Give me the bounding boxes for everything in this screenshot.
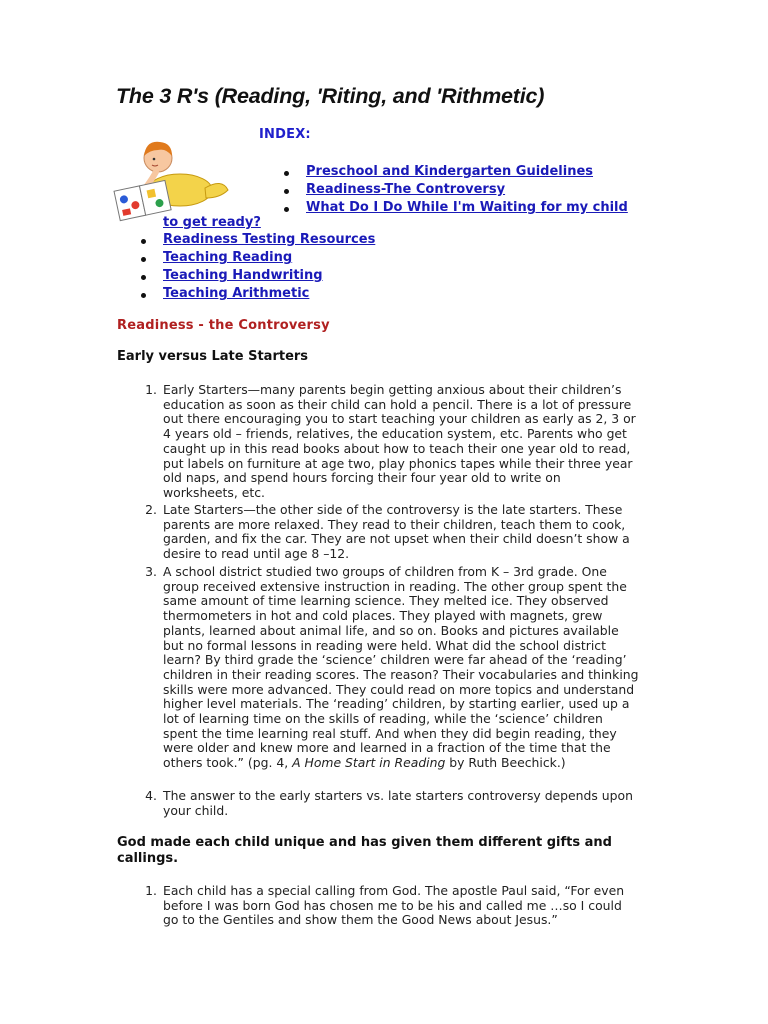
index-item-continuation: [163, 215, 261, 230]
list-number: 4.: [145, 788, 157, 803]
book-title: A Home Start in Reading: [292, 755, 446, 771]
list-item-text: Each child has a special calling from God. The apostle Paul said, “For even before I was born God has chosen me to be his and called me …so I could go to the Gentiles and show them the Good News about Jesus.”: [163, 883, 625, 928]
bullet-icon: [141, 293, 146, 298]
page-title: The 3 R's (Reading, 'Riting, and 'Rithmetic): [116, 84, 545, 108]
list-item: [145, 788, 639, 818]
list-item-text: Early Starters—many parents begin getting anxious about their children’s education as soon as their child can hold a pencil. There is a lot of pressure out there encouraging you to start teaching your children as early as 2, 3 or 4 years old – friends, relatives, the education system, etc. Parents who get caught up in this read books about how to teach their one year old to read, put labels on furniture at age two, play phonics tapes while their three year old naps, and spend hours forcing their four year old to write on worksheets, etc.: [163, 382, 636, 500]
list-item-text: The answer to the early starters vs. late starters controversy depends upon your child.: [163, 788, 633, 818]
list-item-text: Late Starters—the other side of the controversy is the late starters. These parents are more relaxed. They read to their children, teach them to cook, garden, and fix the car. They are not upset when their child doesn’t show a desire to read until age 8 –12.: [163, 502, 630, 562]
link-waiting-for-child[interactable]: What Do I Do While I'm Waiting for my child: [306, 200, 628, 215]
index-item: [163, 232, 375, 247]
list-item: [145, 564, 639, 771]
link-teaching-reading[interactable]: Teaching Reading: [163, 250, 293, 265]
list-item: [145, 883, 639, 928]
subheading-early-late: Early versus Late Starters: [117, 349, 309, 364]
link-readiness-testing[interactable]: Readiness Testing Resources: [163, 232, 376, 247]
list-number: 2.: [145, 502, 157, 517]
bullet-icon: [284, 189, 289, 194]
list-number: 3.: [145, 564, 157, 579]
list-item-text: A school district studied two groups of children from K – 3rd grade. One group received extensive instruction in reading. The other group spent the same amount of time learning science. They melted ice. They observed thermometers in hot and cold places. They played with magnets, grew plants, learned about animal life, and so on. Books and pictures available but no formal lessons in reading were held. What did the school district learn? By third grade the ‘science’ children were far ahead of the ‘reading’ children in their reading scores. The reason? Their vocabularies and thinking skills were more advanced. They could read on more topics and understand higher level materials. The ‘reading’ children, by starting earlier, used up a lot of learning time on the skills of reading, while the ‘science’ children spent the time learning real stuff. And when they did begin reading, they were older and knew more and learned in a fraction of the time that the others took.” (pg. 4,: [163, 564, 639, 771]
subheading-god-made-unique: God made each child unique and has given them different gifts and callings.: [117, 835, 612, 866]
link-teaching-arithmetic[interactable]: Teaching Arithmetic: [163, 286, 310, 301]
bullet-icon: [141, 257, 146, 262]
index-label: INDEX:: [259, 127, 311, 142]
bullet-icon: [284, 171, 289, 176]
list-item: [145, 502, 639, 562]
child-reading-book-clipart-icon: [110, 128, 235, 228]
index-item: [163, 286, 309, 301]
link-preschool-guidelines[interactable]: Preschool and Kindergarten Guidelines: [306, 164, 594, 179]
index-item: [163, 250, 292, 265]
index-item: [306, 200, 628, 215]
index-item: [306, 164, 593, 179]
link-waiting-for-child-continued[interactable]: to get ready?: [163, 215, 261, 230]
section-heading: Readiness - the Controversy: [117, 318, 330, 333]
index-item: [306, 182, 505, 197]
list-number: 1.: [145, 382, 157, 397]
list-item-text-end: by Ruth Beechick.): [445, 755, 566, 771]
list-number: 1.: [145, 883, 157, 898]
bullet-icon: [284, 207, 289, 212]
bullet-icon: [141, 275, 146, 280]
link-readiness-controversy[interactable]: Readiness-The Controversy: [306, 182, 506, 197]
index-item: [163, 268, 323, 283]
link-teaching-handwriting[interactable]: Teaching Handwriting: [163, 268, 323, 283]
bullet-icon: [141, 239, 146, 244]
list-item: [145, 382, 639, 501]
